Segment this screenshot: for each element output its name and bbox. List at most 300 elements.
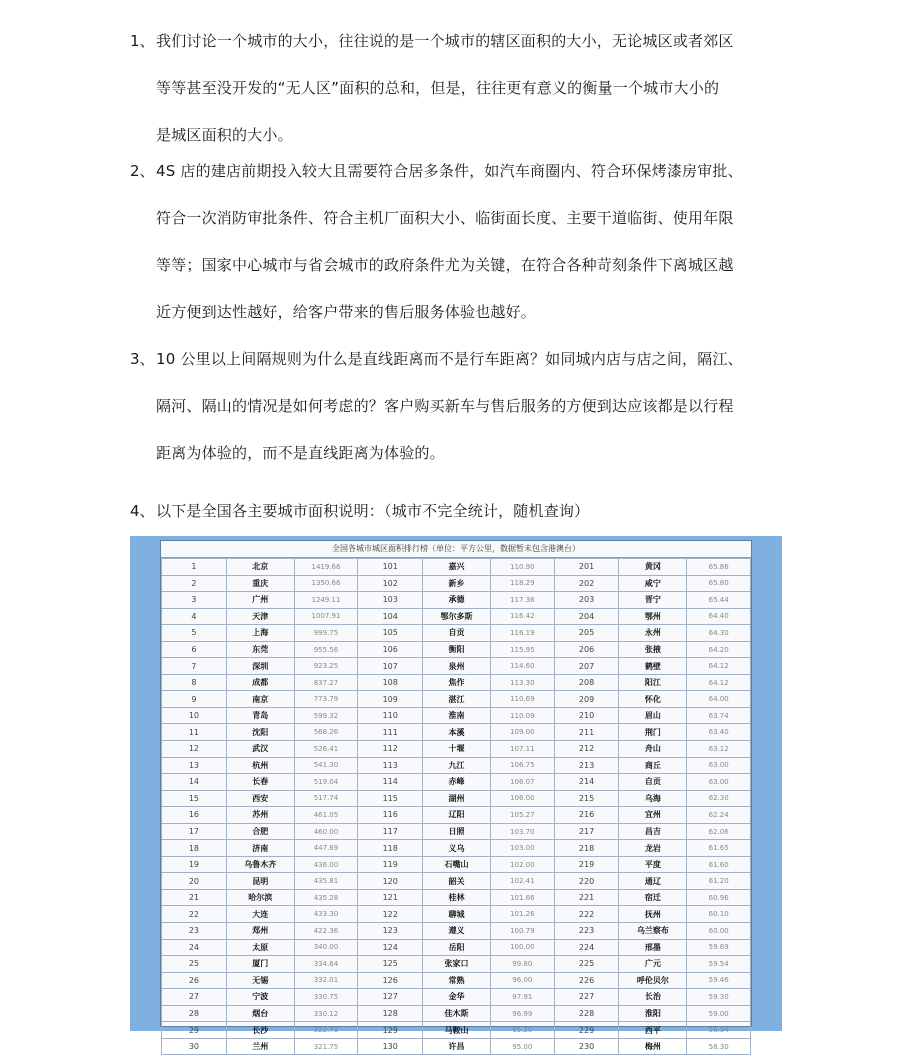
table-row	[162, 559, 751, 576]
city-cell: 马鞍山	[423, 1022, 491, 1039]
paragraph-number: 2、	[130, 162, 155, 180]
rank-cell: 5	[162, 625, 227, 642]
city-cell: 苏州	[226, 807, 294, 824]
rank-cell: 211	[554, 724, 619, 741]
city-cell: 辽阳	[423, 807, 491, 824]
rank-cell: 7	[162, 658, 227, 675]
city-cell: 乌兰察布	[619, 923, 687, 940]
area-cell: 110.69	[490, 691, 554, 708]
area-cell: 113.30	[490, 674, 554, 691]
area-cell: 62.30	[687, 790, 751, 807]
city-cell: 梅州	[619, 1038, 687, 1055]
city-cell: 长春	[226, 774, 294, 791]
area-cell: 100.79	[490, 923, 554, 940]
paragraph-line: 近方便到达性越好，给客户带来的售后服务体验也越好。	[156, 303, 537, 321]
rank-cell: 124	[358, 939, 423, 956]
area-cell: 96.00	[490, 972, 554, 989]
table-row	[162, 873, 751, 890]
table-row	[162, 774, 751, 791]
table-row	[162, 575, 751, 592]
rank-cell: 201	[554, 559, 619, 576]
city-cell: 怀化	[619, 691, 687, 708]
area-cell: 64.20	[687, 641, 751, 658]
rank-cell: 226	[554, 972, 619, 989]
area-cell: 433.30	[294, 906, 358, 923]
area-cell: 65.86	[687, 559, 751, 576]
city-cell: 沈阳	[226, 724, 294, 741]
area-cell: 59.54	[687, 956, 751, 973]
rank-cell: 12	[162, 741, 227, 758]
rank-cell: 217	[554, 823, 619, 840]
rank-cell: 109	[358, 691, 423, 708]
city-cell: 黄冈	[619, 559, 687, 576]
city-cell: 自贡	[423, 625, 491, 642]
rank-cell: 205	[554, 625, 619, 642]
rank-cell: 117	[358, 823, 423, 840]
rank-cell: 26	[162, 972, 227, 989]
city-cell: 桂林	[423, 889, 491, 906]
city-cell: 衡阳	[423, 641, 491, 658]
area-cell: 58.94	[687, 1022, 751, 1039]
table-row	[162, 906, 751, 923]
rank-cell: 224	[554, 939, 619, 956]
rank-cell: 101	[358, 559, 423, 576]
paragraph-number: 4、	[130, 502, 155, 520]
area-cell: 95.00	[490, 1038, 554, 1055]
area-cell: 118.29	[490, 575, 554, 592]
rank-cell: 6	[162, 641, 227, 658]
rank-cell: 120	[358, 873, 423, 890]
rank-cell: 4	[162, 608, 227, 625]
table-row	[162, 972, 751, 989]
city-cell: 烟台	[226, 1005, 294, 1022]
city-cell: 兰州	[226, 1038, 294, 1055]
table-row	[162, 939, 751, 956]
rank-cell: 24	[162, 939, 227, 956]
rank-cell: 107	[358, 658, 423, 675]
table-title: 全国各城市城区面积排行榜（单位：平方公里，数据暂未包含港澳台）	[161, 541, 751, 558]
rank-cell: 219	[554, 856, 619, 873]
rank-cell: 126	[358, 972, 423, 989]
city-cell: 大连	[226, 906, 294, 923]
table-row	[162, 989, 751, 1006]
table-row	[162, 923, 751, 940]
area-cell: 95.20	[490, 1022, 554, 1039]
rank-cell: 116	[358, 807, 423, 824]
rank-cell: 29	[162, 1022, 227, 1039]
area-cell: 100.00	[490, 939, 554, 956]
area-cell: 435.81	[294, 873, 358, 890]
rank-cell: 222	[554, 906, 619, 923]
rank-cell: 114	[358, 774, 423, 791]
city-cell: 郑州	[226, 923, 294, 940]
area-cell: 999.75	[294, 625, 358, 642]
rank-cell: 206	[554, 641, 619, 658]
area-cell: 109.00	[490, 724, 554, 741]
area-cell: 58.30	[687, 1038, 751, 1055]
area-cell: 64.00	[687, 691, 751, 708]
area-cell: 330.75	[294, 989, 358, 1006]
area-cell: 1249.11	[294, 592, 358, 609]
area-cell: 332.01	[294, 972, 358, 989]
area-cell: 64.12	[687, 658, 751, 675]
area-cell: 116.42	[490, 608, 554, 625]
area-cell: 60.00	[687, 923, 751, 940]
area-cell: 106.00	[490, 790, 554, 807]
table-row	[162, 889, 751, 906]
rank-cell: 128	[358, 1005, 423, 1022]
rank-cell: 14	[162, 774, 227, 791]
city-cell: 韶关	[423, 873, 491, 890]
area-cell: 63.40	[687, 724, 751, 741]
rank-cell: 212	[554, 741, 619, 758]
city-cell: 昌吉	[619, 823, 687, 840]
rank-cell: 218	[554, 840, 619, 857]
area-cell: 110.09	[490, 707, 554, 724]
area-cell: 837.27	[294, 674, 358, 691]
table-row	[162, 840, 751, 857]
rank-cell: 229	[554, 1022, 619, 1039]
city-cell: 湖州	[423, 790, 491, 807]
area-cell: 422.36	[294, 923, 358, 940]
city-cell: 乌鲁木齐	[226, 856, 294, 873]
table-row	[162, 658, 751, 675]
rank-cell: 121	[358, 889, 423, 906]
area-cell: 117.36	[490, 592, 554, 609]
city-cell: 太原	[226, 939, 294, 956]
city-cell: 义乌	[423, 840, 491, 857]
table-row	[162, 1022, 751, 1039]
city-cell: 湛江	[423, 691, 491, 708]
rank-cell: 9	[162, 691, 227, 708]
area-cell: 103.00	[490, 840, 554, 857]
city-cell: 青岛	[226, 707, 294, 724]
table-row	[162, 707, 751, 724]
rank-cell: 102	[358, 575, 423, 592]
rank-cell: 115	[358, 790, 423, 807]
table-row	[162, 757, 751, 774]
city-cell: 西平	[619, 1022, 687, 1039]
rank-cell: 214	[554, 774, 619, 791]
area-cell: 102.41	[490, 873, 554, 890]
area-cell: 114.60	[490, 658, 554, 675]
area-cell: 435.28	[294, 889, 358, 906]
rank-cell: 228	[554, 1005, 619, 1022]
area-cell: 106.75	[490, 757, 554, 774]
city-area-table-image	[130, 536, 782, 1052]
city-cell: 天津	[226, 608, 294, 625]
city-cell: 成都	[226, 674, 294, 691]
area-cell: 64.40	[687, 608, 751, 625]
area-cell: 460.00	[294, 823, 358, 840]
city-cell: 长治	[619, 989, 687, 1006]
city-cell: 张家口	[423, 956, 491, 973]
area-cell: 436.00	[294, 856, 358, 873]
city-cell: 岳阳	[423, 939, 491, 956]
rank-cell: 127	[358, 989, 423, 1006]
paragraph-line: 4S 店的建店前期投入较大且需要符合居多条件，如汽车商圈内、符合环保烤漆房审批、	[156, 162, 743, 180]
city-cell: 自贡	[619, 774, 687, 791]
city-cell: 哈尔滨	[226, 889, 294, 906]
area-cell: 61.65	[687, 840, 751, 857]
city-cell: 遵义	[423, 923, 491, 940]
city-cell: 昆明	[226, 873, 294, 890]
rank-cell: 130	[358, 1038, 423, 1055]
table-row	[162, 608, 751, 625]
city-cell: 宜州	[619, 807, 687, 824]
city-cell: 咸宁	[619, 575, 687, 592]
rank-cell: 3	[162, 592, 227, 609]
city-cell: 佳木斯	[423, 1005, 491, 1022]
area-cell: 105.27	[490, 807, 554, 824]
area-cell: 63.74	[687, 707, 751, 724]
table-row	[162, 807, 751, 824]
rank-cell: 221	[554, 889, 619, 906]
rank-cell: 110	[358, 707, 423, 724]
area-cell: 64.30	[687, 625, 751, 642]
rank-cell: 209	[554, 691, 619, 708]
table-row	[162, 625, 751, 642]
table-row	[162, 823, 751, 840]
paragraph-number: 1、	[130, 32, 155, 50]
paragraph-line: 等等甚至没开发的“无人区”面积的总和，但是，往往更有意义的衡量一个城市大小的	[156, 79, 720, 97]
rank-cell: 125	[358, 956, 423, 973]
city-cell: 眉山	[619, 707, 687, 724]
ranking-table	[161, 558, 751, 1055]
rank-cell: 220	[554, 873, 619, 890]
area-cell: 116.19	[490, 625, 554, 642]
rank-cell: 23	[162, 923, 227, 940]
area-cell: 115.95	[490, 641, 554, 658]
rank-cell: 13	[162, 757, 227, 774]
city-cell: 合肥	[226, 823, 294, 840]
area-cell: 96.99	[490, 1005, 554, 1022]
city-cell: 嘉兴	[423, 559, 491, 576]
area-cell: 62.06	[687, 823, 751, 840]
city-cell: 焦作	[423, 674, 491, 691]
area-cell: 59.30	[687, 989, 751, 1006]
city-cell: 金华	[423, 989, 491, 1006]
city-cell: 晋宁	[619, 592, 687, 609]
table-row	[162, 1005, 751, 1022]
area-cell: 110.90	[490, 559, 554, 576]
area-cell: 63.12	[687, 741, 751, 758]
rank-cell: 215	[554, 790, 619, 807]
rank-cell: 21	[162, 889, 227, 906]
area-cell: 65.44	[687, 592, 751, 609]
rank-cell: 30	[162, 1038, 227, 1055]
rank-cell: 111	[358, 724, 423, 741]
rank-cell: 27	[162, 989, 227, 1006]
area-cell: 107.11	[490, 741, 554, 758]
city-cell: 荆门	[619, 724, 687, 741]
city-cell: 乌海	[619, 790, 687, 807]
city-cell: 宁波	[226, 989, 294, 1006]
city-cell: 淮阳	[619, 1005, 687, 1022]
rank-cell: 230	[554, 1038, 619, 1055]
table-row	[162, 741, 751, 758]
rank-cell: 22	[162, 906, 227, 923]
city-cell: 上海	[226, 625, 294, 642]
area-cell: 59.00	[687, 1005, 751, 1022]
city-cell: 舟山	[619, 741, 687, 758]
city-area-table	[160, 540, 752, 1052]
rank-cell: 17	[162, 823, 227, 840]
city-cell: 厦门	[226, 956, 294, 973]
paragraph-line: 符合一次消防审批条件、符合主机厂面积大小、临街面长度、主要干道临街、使用年限	[156, 209, 734, 227]
rank-cell: 210	[554, 707, 619, 724]
area-cell: 64.12	[687, 674, 751, 691]
area-cell: 923.25	[294, 658, 358, 675]
city-cell: 济南	[226, 840, 294, 857]
rank-cell: 208	[554, 674, 619, 691]
area-cell: 60.96	[687, 889, 751, 906]
rank-cell: 15	[162, 790, 227, 807]
area-cell: 99.80	[490, 956, 554, 973]
paragraph-line: 等等；国家中心城市与省会城市的政府条件尤为关键，在符合各种苛刻条件下离城区越	[156, 256, 734, 274]
area-cell: 541.30	[294, 757, 358, 774]
paragraph-number: 3、	[130, 350, 155, 368]
area-cell: 97.91	[490, 989, 554, 1006]
rank-cell: 104	[358, 608, 423, 625]
rank-cell: 2	[162, 575, 227, 592]
area-cell: 322.73	[294, 1022, 358, 1039]
area-cell: 1419.66	[294, 559, 358, 576]
area-cell: 63.00	[687, 757, 751, 774]
area-cell: 517.74	[294, 790, 358, 807]
rank-cell: 129	[358, 1022, 423, 1039]
rank-cell: 10	[162, 707, 227, 724]
rank-cell: 216	[554, 807, 619, 824]
table-row	[162, 724, 751, 741]
city-cell: 抚州	[619, 906, 687, 923]
table-row	[162, 790, 751, 807]
area-cell: 59.46	[687, 972, 751, 989]
area-cell: 568.26	[294, 724, 358, 741]
city-cell: 杭州	[226, 757, 294, 774]
city-cell: 龙岩	[619, 840, 687, 857]
city-cell: 鄂尔多斯	[423, 608, 491, 625]
city-cell: 长沙	[226, 1022, 294, 1039]
rank-cell: 213	[554, 757, 619, 774]
table-row	[162, 674, 751, 691]
rank-cell: 207	[554, 658, 619, 675]
city-cell: 赤峰	[423, 774, 491, 791]
city-cell: 呼伦贝尔	[619, 972, 687, 989]
area-cell: 106.07	[490, 774, 554, 791]
city-cell: 新乡	[423, 575, 491, 592]
paragraph-line: 以下是全国各主要城市面积说明：（城市不完全统计，随机查询）	[156, 502, 590, 520]
rank-cell: 203	[554, 592, 619, 609]
city-cell: 许昌	[423, 1038, 491, 1055]
city-cell: 广州	[226, 592, 294, 609]
city-cell: 聊城	[423, 906, 491, 923]
rank-cell: 223	[554, 923, 619, 940]
area-cell: 62.24	[687, 807, 751, 824]
area-cell: 321.75	[294, 1038, 358, 1055]
city-cell: 本溪	[423, 724, 491, 741]
city-cell: 阳江	[619, 674, 687, 691]
area-cell: 461.05	[294, 807, 358, 824]
rank-cell: 119	[358, 856, 423, 873]
rank-cell: 28	[162, 1005, 227, 1022]
rank-cell: 204	[554, 608, 619, 625]
city-cell: 西安	[226, 790, 294, 807]
rank-cell: 227	[554, 989, 619, 1006]
city-cell: 九江	[423, 757, 491, 774]
area-cell: 61.20	[687, 873, 751, 890]
area-cell: 101.66	[490, 889, 554, 906]
area-cell: 61.60	[687, 856, 751, 873]
city-cell: 平度	[619, 856, 687, 873]
city-cell: 通辽	[619, 873, 687, 890]
city-cell: 淮南	[423, 707, 491, 724]
rank-cell: 105	[358, 625, 423, 642]
area-cell: 103.70	[490, 823, 554, 840]
paragraph-line: 是城区面积的大小。	[156, 126, 293, 144]
area-cell: 102.00	[490, 856, 554, 873]
rank-cell: 106	[358, 641, 423, 658]
area-cell: 599.32	[294, 707, 358, 724]
area-cell: 60.10	[687, 906, 751, 923]
area-cell: 1350.66	[294, 575, 358, 592]
area-cell: 334.64	[294, 956, 358, 973]
city-cell: 商丘	[619, 757, 687, 774]
city-cell: 鄂州	[619, 608, 687, 625]
table-row	[162, 592, 751, 609]
table-row	[162, 856, 751, 873]
rank-cell: 18	[162, 840, 227, 857]
area-cell: 340.00	[294, 939, 358, 956]
area-cell: 63.00	[687, 774, 751, 791]
paragraph-line: 10 公里以上间隔规则为什么是直线距离而不是行车距离？如同城内店与店之间，隔江、	[156, 350, 743, 368]
city-cell: 邢墨	[619, 939, 687, 956]
rank-cell: 1	[162, 559, 227, 576]
rank-cell: 113	[358, 757, 423, 774]
area-cell: 526.41	[294, 741, 358, 758]
table-row	[162, 956, 751, 973]
rank-cell: 11	[162, 724, 227, 741]
city-cell: 鹤壁	[619, 658, 687, 675]
table-row	[162, 641, 751, 658]
city-cell: 泉州	[423, 658, 491, 675]
city-cell: 十堰	[423, 741, 491, 758]
city-cell: 重庆	[226, 575, 294, 592]
paragraph-line: 隔河、隔山的情况是如何考虑的？客户购买新车与售后服务的方便到达应该都是以行程	[156, 397, 734, 415]
area-cell: 65.80	[687, 575, 751, 592]
city-cell: 常熟	[423, 972, 491, 989]
rank-cell: 202	[554, 575, 619, 592]
city-cell: 宿迁	[619, 889, 687, 906]
area-cell: 101.26	[490, 906, 554, 923]
rank-cell: 20	[162, 873, 227, 890]
area-cell: 1007.91	[294, 608, 358, 625]
table-row	[162, 1038, 751, 1055]
area-cell: 955.56	[294, 641, 358, 658]
city-cell: 广元	[619, 956, 687, 973]
city-cell: 南京	[226, 691, 294, 708]
rank-cell: 225	[554, 956, 619, 973]
city-cell: 永州	[619, 625, 687, 642]
city-cell: 石嘴山	[423, 856, 491, 873]
city-cell: 无锡	[226, 972, 294, 989]
city-cell: 武汉	[226, 741, 294, 758]
rank-cell: 19	[162, 856, 227, 873]
table-row	[162, 691, 751, 708]
rank-cell: 103	[358, 592, 423, 609]
city-cell: 承德	[423, 592, 491, 609]
city-cell: 张掖	[619, 641, 687, 658]
